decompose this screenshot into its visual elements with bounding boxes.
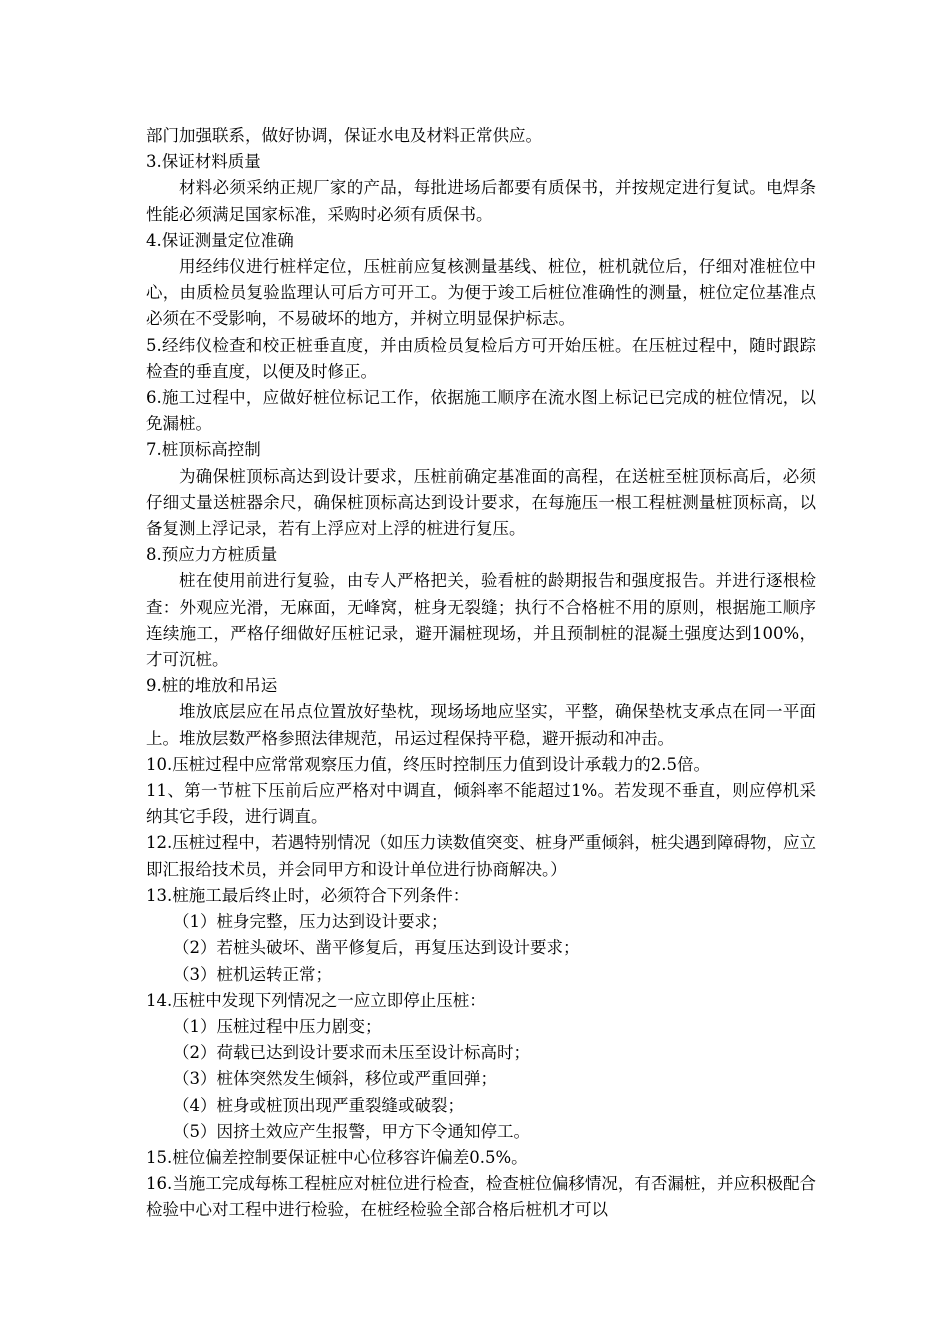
list-item: （3）桩体突然发生倾斜，移位或严重回弹；: [173, 1069, 497, 1089]
body-paragraph: 用经纬仪进行桩样定位，压桩前应复核测量基线、桩位，桩机就位后，仔细对准桩位中心，由质检员复验监理认可后方可开工。为便于竣工后桩位准确性的测量，桩位定位基准点必须在不受影响，不易破坏的地方，并树立明显保护标志。: [146, 257, 816, 329]
section-heading: 14.压桩中发现下列情况之一应立即停止压桩：: [146, 990, 486, 1010]
section-heading: 4.保证测量定位准确: [146, 230, 294, 250]
body-paragraph: 堆放底层应在吊点位置放好垫枕，现场场地应坚实，平整，确保垫枕支承点在同一平面上。堆放层数严格参照法律规范，吊运过程保持平稳，避开振动和冲击。: [146, 702, 816, 748]
numbered-paragraph: 部门加强联系，做好协调，保证水电及材料正常供应。: [146, 126, 542, 145]
numbered-paragraph: 10.压桩过程中应常常观察压力值，终压时控制压力值到设计承载力的2.5倍。: [146, 754, 710, 774]
numbered-paragraph: 11、第一节桩下压前后应严格对中调直，倾斜率不能超过1%。若发现不垂直，则应停机采纳其它手段，进行调直。: [146, 781, 816, 827]
numbered-paragraph: 16.当施工完成每栋工程桩应对桩位进行检查，检查桩位偏移情况，有否漏桩，并应积极配合检验中心对工程中进行检验，在桩经检验全部合格后桩机才可以: [146, 1174, 816, 1220]
list-item: （2）若桩头破坏、凿平修复后，再复压达到设计要求；: [173, 938, 580, 958]
section-heading: 9.桩的堆放和吊运: [146, 676, 278, 696]
list-item: （5）因挤土效应产生报警，甲方下令通知停工。: [173, 1121, 530, 1141]
numbered-paragraph: 5.经纬仪检查和校正桩垂直度，并由质检员复检后方可开始压桩。在压桩过程中，随时跟踪检查的垂直度，以便及时修正。: [146, 335, 816, 381]
body-paragraph: 桩在使用前进行复验，由专人严格把关，验看桩的龄期报告和强度报告。并进行逐根检查：外观应光滑，无麻面，无峰窝，桩身无裂缝；执行不合格桩不用的原则，根据施工顺序连续施工，严格仔细做好压桩记录，避开漏桩现场，并且预制桩的混凝土强度达到100%，才可沉桩。: [146, 571, 816, 670]
section-heading: 8.预应力方桩质量: [146, 545, 278, 565]
list-item: （3）桩机运转正常；: [173, 964, 332, 984]
numbered-paragraph: 12.压桩过程中，若遇特别情况（如压力读数值突变、桩身严重倾斜，桩尖遇到障碍物，应立即汇报给技术员，并会同甲方和设计单位进行协商解决。）: [146, 833, 816, 879]
numbered-paragraph: 15.桩位偏差控制要保证桩中心位移容许偏差0.5%。: [146, 1147, 528, 1167]
section-heading: 13.桩施工最后终止时，必须符合下列条件：: [146, 885, 470, 905]
document-body: [146, 123, 816, 1224]
list-item: （2）荷载已达到设计要求而未压至设计标高时；: [173, 1043, 530, 1063]
section-heading: 7.桩顶标高控制: [146, 440, 261, 460]
list-item: （1）压桩过程中压力剧变；: [173, 1016, 382, 1036]
body-paragraph: 为确保桩顶标高达到设计要求，压桩前确定基准面的高程，在送桩至桩顶标高后，必须仔细丈量送桩器余尺，确保桩顶标高达到设计要求，在每施压一根工程桩测量桩顶标高，以备复测上浮记录，若有上浮应对上浮的桩进行复压。: [146, 466, 816, 539]
numbered-paragraph: 6.施工过程中，应做好桩位标记工作，依据施工顺序在流水图上标记已完成的桩位情况，以免漏桩。: [146, 388, 816, 434]
list-item: （4）桩身或桩顶出现严重裂缝或破裂；: [173, 1095, 464, 1115]
section-heading: 3.保证材料质量: [146, 152, 261, 172]
list-item: （1）桩身完整，压力达到设计要求；: [173, 912, 448, 932]
body-paragraph: 材料必须采纳正规厂家的产品，每批进场后都要有质保书，并按规定进行复试。电焊条性能必须满足国家标准，采购时必须有质保书。: [146, 178, 816, 224]
